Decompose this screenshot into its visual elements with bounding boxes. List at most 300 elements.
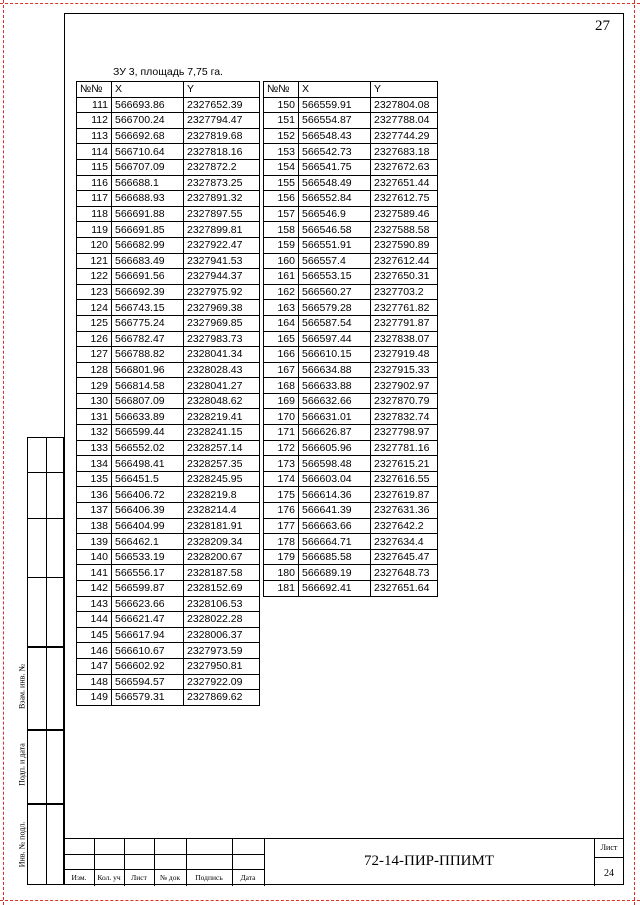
y-coordinate-cell: 2328219.41 <box>184 409 260 425</box>
point-number-cell: 151 <box>264 113 299 129</box>
table-row <box>77 191 260 207</box>
table-row <box>264 144 438 160</box>
y-coordinate-cell: 2328200.67 <box>184 549 260 565</box>
table-row <box>77 612 260 628</box>
y-coordinate-cell: 2327794.47 <box>184 113 260 129</box>
table-row <box>264 222 438 238</box>
y-coordinate-cell: 2327788.04 <box>371 113 438 129</box>
x-coordinate-cell: 566556.17 <box>112 565 184 581</box>
cut-line-bottom <box>0 900 640 901</box>
y-coordinate-cell: 2327941.53 <box>184 253 260 269</box>
table-row <box>77 674 260 690</box>
table-row <box>264 347 438 363</box>
table-row <box>77 690 260 706</box>
point-number-cell: 147 <box>77 658 112 674</box>
table-row <box>77 159 260 175</box>
col-kol-uch: Кол. уч <box>97 873 121 882</box>
y-coordinate-cell: 2328187.58 <box>184 565 260 581</box>
table-row <box>77 549 260 565</box>
y-coordinate-cell: 2327891.32 <box>184 191 260 207</box>
x-coordinate-cell: 566775.24 <box>112 315 184 331</box>
table-row <box>77 284 260 300</box>
point-number-cell: 144 <box>77 612 112 628</box>
table-row <box>264 487 438 503</box>
table-row <box>77 347 260 363</box>
y-coordinate-cell: 2327619.87 <box>371 487 438 503</box>
table-header-row <box>77 82 260 98</box>
table-row <box>264 284 438 300</box>
header-y: Y <box>371 82 438 98</box>
point-number-cell: 148 <box>77 674 112 690</box>
x-coordinate-cell: 566700.24 <box>112 113 184 129</box>
col-izm: Изм. <box>71 873 87 882</box>
table-row <box>264 440 438 456</box>
coordinates-table-left <box>76 81 260 706</box>
x-coordinate-cell: 566557.4 <box>299 253 371 269</box>
y-coordinate-cell: 2327672.63 <box>371 159 438 175</box>
x-coordinate-cell: 566692.39 <box>112 284 184 300</box>
y-coordinate-cell: 2327969.38 <box>184 300 260 316</box>
point-number-cell: 176 <box>264 503 299 519</box>
y-coordinate-cell: 2327616.55 <box>371 471 438 487</box>
y-coordinate-cell: 2327590.89 <box>371 237 438 253</box>
table-row <box>77 206 260 222</box>
table-row <box>264 191 438 207</box>
point-number-cell: 138 <box>77 518 112 534</box>
x-coordinate-cell: 566664.71 <box>299 534 371 550</box>
table-row <box>77 331 260 347</box>
y-coordinate-cell: 2327744.29 <box>371 128 438 144</box>
point-number-cell: 162 <box>264 284 299 300</box>
x-coordinate-cell: 566462.1 <box>112 534 184 550</box>
y-coordinate-cell: 2327899.81 <box>184 222 260 238</box>
x-coordinate-cell: 566707.09 <box>112 159 184 175</box>
point-number-cell: 152 <box>264 128 299 144</box>
x-coordinate-cell: 566621.47 <box>112 612 184 628</box>
table-row <box>264 159 438 175</box>
point-number-cell: 117 <box>77 191 112 207</box>
table-row <box>264 113 438 129</box>
x-coordinate-cell: 566594.57 <box>112 674 184 690</box>
table-row <box>77 253 260 269</box>
x-coordinate-cell: 566605.96 <box>299 440 371 456</box>
x-coordinate-cell: 566610.67 <box>112 643 184 659</box>
table-row <box>264 300 438 316</box>
point-number-cell: 139 <box>77 534 112 550</box>
point-number-cell: 134 <box>77 456 112 472</box>
y-coordinate-cell: 2328022.28 <box>184 612 260 628</box>
header-y: Y <box>184 82 260 98</box>
col-n-dok: № док <box>159 873 181 882</box>
point-number-cell: 170 <box>264 409 299 425</box>
y-coordinate-cell: 2327615.21 <box>371 456 438 472</box>
point-number-cell: 169 <box>264 393 299 409</box>
y-coordinate-cell: 2327612.44 <box>371 253 438 269</box>
y-coordinate-cell: 2327652.39 <box>184 97 260 113</box>
y-coordinate-cell: 2327645.47 <box>371 549 438 565</box>
point-number-cell: 161 <box>264 269 299 285</box>
table-row <box>264 581 438 597</box>
table-row <box>77 425 260 441</box>
x-coordinate-cell: 566546.58 <box>299 222 371 238</box>
y-coordinate-cell: 2327832.74 <box>371 409 438 425</box>
y-coordinate-cell: 2328245.95 <box>184 471 260 487</box>
cut-line-top <box>0 3 640 4</box>
x-coordinate-cell: 566559.91 <box>299 97 371 113</box>
x-coordinate-cell: 566560.27 <box>299 284 371 300</box>
x-coordinate-cell: 566602.92 <box>112 658 184 674</box>
table-row <box>77 581 260 597</box>
point-number-cell: 179 <box>264 549 299 565</box>
y-coordinate-cell: 2328106.53 <box>184 596 260 612</box>
y-coordinate-cell: 2327651.44 <box>371 175 438 191</box>
y-coordinate-cell: 2328006.37 <box>184 627 260 643</box>
table-row <box>77 175 260 191</box>
x-coordinate-cell: 566598.48 <box>299 456 371 472</box>
y-coordinate-cell: 2328209.34 <box>184 534 260 550</box>
y-coordinate-cell: 2328041.27 <box>184 378 260 394</box>
x-coordinate-cell: 566683.49 <box>112 253 184 269</box>
x-coordinate-cell: 566553.15 <box>299 269 371 285</box>
point-number-cell: 172 <box>264 440 299 456</box>
y-coordinate-cell: 2327902.97 <box>371 378 438 394</box>
y-coordinate-cell: 2327838.07 <box>371 331 438 347</box>
header-x: X <box>299 82 371 98</box>
y-coordinate-cell: 2327950.81 <box>184 658 260 674</box>
table-row <box>77 503 260 519</box>
table-row <box>77 456 260 472</box>
margin-box-podp-data <box>27 730 64 804</box>
table-row <box>264 471 438 487</box>
table-row <box>77 269 260 285</box>
y-coordinate-cell: 2327761.82 <box>371 300 438 316</box>
y-coordinate-cell: 2327650.31 <box>371 269 438 285</box>
margin-box-inv-podl <box>27 804 64 885</box>
point-number-cell: 155 <box>264 175 299 191</box>
point-number-cell: 126 <box>77 331 112 347</box>
point-number-cell: 153 <box>264 144 299 160</box>
table-row <box>264 518 438 534</box>
header-num: №№ <box>264 82 299 98</box>
point-number-cell: 165 <box>264 331 299 347</box>
point-number-cell: 137 <box>77 503 112 519</box>
y-coordinate-cell: 2327642.2 <box>371 518 438 534</box>
point-number-cell: 149 <box>77 690 112 706</box>
x-coordinate-cell: 566404.99 <box>112 518 184 534</box>
point-number-cell: 175 <box>264 487 299 503</box>
point-number-cell: 157 <box>264 206 299 222</box>
y-coordinate-cell: 2327588.58 <box>371 222 438 238</box>
point-number-cell: 130 <box>77 393 112 409</box>
point-number-cell: 112 <box>77 113 112 129</box>
x-coordinate-cell: 566632.66 <box>299 393 371 409</box>
y-coordinate-cell: 2327683.18 <box>371 144 438 160</box>
table-row <box>77 144 260 160</box>
table-row <box>77 113 260 129</box>
point-number-cell: 142 <box>77 581 112 597</box>
x-coordinate-cell: 566498.41 <box>112 456 184 472</box>
y-coordinate-cell: 2327819.68 <box>184 128 260 144</box>
y-coordinate-cell: 2327915.33 <box>371 362 438 378</box>
document-code: 72-14-ПИР-ППИМТ <box>364 853 494 869</box>
x-coordinate-cell: 566691.56 <box>112 269 184 285</box>
x-coordinate-cell: 566552.84 <box>299 191 371 207</box>
label-inv-vzam: Взам. инв. № <box>17 663 27 710</box>
table-row <box>77 487 260 503</box>
y-coordinate-cell: 2328257.35 <box>184 456 260 472</box>
x-coordinate-cell: 566599.87 <box>112 581 184 597</box>
table-row <box>77 534 260 550</box>
point-number-cell: 158 <box>264 222 299 238</box>
y-coordinate-cell: 2328257.14 <box>184 440 260 456</box>
point-number-cell: 122 <box>77 269 112 285</box>
table-row <box>77 237 260 253</box>
x-coordinate-cell: 566633.88 <box>299 378 371 394</box>
x-coordinate-cell: 566710.64 <box>112 144 184 160</box>
sheet-number: 24 <box>604 868 614 879</box>
table-header-row <box>264 82 438 98</box>
point-number-cell: 159 <box>264 237 299 253</box>
table-row <box>77 300 260 316</box>
y-coordinate-cell: 2327798.97 <box>371 425 438 441</box>
table-row <box>264 237 438 253</box>
x-coordinate-cell: 566692.68 <box>112 128 184 144</box>
table-row <box>264 128 438 144</box>
x-coordinate-cell: 566451.5 <box>112 471 184 487</box>
point-number-cell: 118 <box>77 206 112 222</box>
point-number-cell: 160 <box>264 253 299 269</box>
point-number-cell: 132 <box>77 425 112 441</box>
x-coordinate-cell: 566610.15 <box>299 347 371 363</box>
point-number-cell: 133 <box>77 440 112 456</box>
coordinates-table-right <box>263 81 438 597</box>
y-coordinate-cell: 2328028.43 <box>184 362 260 378</box>
point-number-cell: 171 <box>264 425 299 441</box>
point-number-cell: 135 <box>77 471 112 487</box>
point-number-cell: 115 <box>77 159 112 175</box>
y-coordinate-cell: 2327897.55 <box>184 206 260 222</box>
x-coordinate-cell: 566554.87 <box>299 113 371 129</box>
x-coordinate-cell: 566682.99 <box>112 237 184 253</box>
x-coordinate-cell: 566634.88 <box>299 362 371 378</box>
y-coordinate-cell: 2327873.25 <box>184 175 260 191</box>
col-data: Дата <box>240 873 256 882</box>
x-coordinate-cell: 566614.36 <box>299 487 371 503</box>
table-row <box>77 658 260 674</box>
y-coordinate-cell: 2328041.34 <box>184 347 260 363</box>
point-number-cell: 128 <box>77 362 112 378</box>
point-number-cell: 146 <box>77 643 112 659</box>
x-coordinate-cell: 566788.82 <box>112 347 184 363</box>
table-row <box>264 362 438 378</box>
header-x: X <box>112 82 184 98</box>
table-row <box>264 393 438 409</box>
table-row <box>77 471 260 487</box>
x-coordinate-cell: 566692.41 <box>299 581 371 597</box>
x-coordinate-cell: 566541.75 <box>299 159 371 175</box>
table-row <box>264 409 438 425</box>
table-row <box>264 503 438 519</box>
table-row <box>264 315 438 331</box>
x-coordinate-cell: 566743.15 <box>112 300 184 316</box>
x-coordinate-cell: 566641.39 <box>299 503 371 519</box>
x-coordinate-cell: 566552.02 <box>112 440 184 456</box>
table-row <box>264 456 438 472</box>
margin-grid <box>27 437 64 647</box>
table-row <box>77 393 260 409</box>
y-coordinate-cell: 2327969.85 <box>184 315 260 331</box>
x-coordinate-cell: 566546.9 <box>299 206 371 222</box>
point-number-cell: 166 <box>264 347 299 363</box>
y-coordinate-cell: 2328219.8 <box>184 487 260 503</box>
x-coordinate-cell: 566597.44 <box>299 331 371 347</box>
x-coordinate-cell: 566587.54 <box>299 315 371 331</box>
margin-box-inv-vzam <box>27 647 64 730</box>
x-coordinate-cell: 566579.31 <box>112 690 184 706</box>
x-coordinate-cell: 566533.19 <box>112 549 184 565</box>
y-coordinate-cell: 2327975.92 <box>184 284 260 300</box>
x-coordinate-cell: 566548.43 <box>299 128 371 144</box>
y-coordinate-cell: 2327634.4 <box>371 534 438 550</box>
point-number-cell: 114 <box>77 144 112 160</box>
table-row <box>264 534 438 550</box>
x-coordinate-cell: 566617.94 <box>112 627 184 643</box>
y-coordinate-cell: 2328181.91 <box>184 518 260 534</box>
table-row <box>264 549 438 565</box>
point-number-cell: 129 <box>77 378 112 394</box>
y-coordinate-cell: 2327804.08 <box>371 97 438 113</box>
y-coordinate-cell: 2327589.46 <box>371 206 438 222</box>
table-row <box>77 518 260 534</box>
x-coordinate-cell: 566542.73 <box>299 144 371 160</box>
x-coordinate-cell: 566623.66 <box>112 596 184 612</box>
table-row <box>77 222 260 238</box>
table-row <box>264 425 438 441</box>
point-number-cell: 121 <box>77 253 112 269</box>
sheet-label: Лист <box>600 843 618 852</box>
y-coordinate-cell: 2327648.73 <box>371 565 438 581</box>
col-list: Лист <box>131 873 147 882</box>
y-coordinate-cell: 2327703.2 <box>371 284 438 300</box>
table-row <box>264 175 438 191</box>
point-number-cell: 111 <box>77 97 112 113</box>
x-coordinate-cell: 566691.85 <box>112 222 184 238</box>
x-coordinate-cell: 566548.49 <box>299 175 371 191</box>
point-number-cell: 125 <box>77 315 112 331</box>
point-number-cell: 127 <box>77 347 112 363</box>
point-number-cell: 156 <box>264 191 299 207</box>
x-coordinate-cell: 566688.1 <box>112 175 184 191</box>
y-coordinate-cell: 2327870.79 <box>371 393 438 409</box>
y-coordinate-cell: 2327781.16 <box>371 440 438 456</box>
x-coordinate-cell: 566633.89 <box>112 409 184 425</box>
x-coordinate-cell: 566599.44 <box>112 425 184 441</box>
point-number-cell: 116 <box>77 175 112 191</box>
table-row <box>264 565 438 581</box>
table-row <box>264 206 438 222</box>
y-coordinate-cell: 2328152.69 <box>184 581 260 597</box>
x-coordinate-cell: 566688.93 <box>112 191 184 207</box>
x-coordinate-cell: 566685.58 <box>299 549 371 565</box>
point-number-cell: 173 <box>264 456 299 472</box>
point-number-cell: 120 <box>77 237 112 253</box>
point-number-cell: 154 <box>264 159 299 175</box>
table-row <box>77 97 260 113</box>
point-number-cell: 131 <box>77 409 112 425</box>
table-row <box>77 643 260 659</box>
y-coordinate-cell: 2327818.16 <box>184 144 260 160</box>
x-coordinate-cell: 566551.91 <box>299 237 371 253</box>
table-row <box>264 331 438 347</box>
y-coordinate-cell: 2328214.4 <box>184 503 260 519</box>
y-coordinate-cell: 2327944.37 <box>184 269 260 285</box>
x-coordinate-cell: 566691.88 <box>112 206 184 222</box>
x-coordinate-cell: 566801.96 <box>112 362 184 378</box>
x-coordinate-cell: 566579.28 <box>299 300 371 316</box>
point-number-cell: 123 <box>77 284 112 300</box>
y-coordinate-cell: 2327869.62 <box>184 690 260 706</box>
x-coordinate-cell: 566693.86 <box>112 97 184 113</box>
table-row <box>264 97 438 113</box>
x-coordinate-cell: 566631.01 <box>299 409 371 425</box>
point-number-cell: 168 <box>264 378 299 394</box>
page-number: 27 <box>595 18 610 34</box>
y-coordinate-cell: 2327631.36 <box>371 503 438 519</box>
y-coordinate-cell: 2327872.2 <box>184 159 260 175</box>
table-caption: ЗУ 3, площадь 7,75 га. <box>113 66 223 78</box>
y-coordinate-cell: 2328048.62 <box>184 393 260 409</box>
label-inv-podl: Инв. № подл. <box>17 821 27 868</box>
point-number-cell: 163 <box>264 300 299 316</box>
y-coordinate-cell: 2327973.59 <box>184 643 260 659</box>
point-number-cell: 174 <box>264 471 299 487</box>
point-number-cell: 164 <box>264 315 299 331</box>
y-coordinate-cell: 2327791.87 <box>371 315 438 331</box>
y-coordinate-cell: 2327612.75 <box>371 191 438 207</box>
x-coordinate-cell: 566406.72 <box>112 487 184 503</box>
x-coordinate-cell: 566663.66 <box>299 518 371 534</box>
point-number-cell: 119 <box>77 222 112 238</box>
table-row <box>77 362 260 378</box>
x-coordinate-cell: 566814.58 <box>112 378 184 394</box>
point-number-cell: 167 <box>264 362 299 378</box>
x-coordinate-cell: 566689.19 <box>299 565 371 581</box>
table-row <box>77 378 260 394</box>
x-coordinate-cell: 566406.39 <box>112 503 184 519</box>
y-coordinate-cell: 2328241.15 <box>184 425 260 441</box>
point-number-cell: 143 <box>77 596 112 612</box>
x-coordinate-cell: 566626.87 <box>299 425 371 441</box>
table-row <box>77 596 260 612</box>
header-num: №№ <box>77 82 112 98</box>
point-number-cell: 140 <box>77 549 112 565</box>
table-row <box>264 269 438 285</box>
y-coordinate-cell: 2327922.09 <box>184 674 260 690</box>
label-podp-data: Подп. и дата <box>17 743 27 786</box>
point-number-cell: 178 <box>264 534 299 550</box>
table-row <box>77 440 260 456</box>
point-number-cell: 177 <box>264 518 299 534</box>
point-number-cell: 145 <box>77 627 112 643</box>
table-row <box>77 128 260 144</box>
y-coordinate-cell: 2327919.48 <box>371 347 438 363</box>
table-row <box>77 409 260 425</box>
point-number-cell: 180 <box>264 565 299 581</box>
col-podpis: Подпись <box>195 873 223 882</box>
cut-line-right <box>634 0 635 905</box>
y-coordinate-cell: 2327651.64 <box>371 581 438 597</box>
table-row <box>77 565 260 581</box>
